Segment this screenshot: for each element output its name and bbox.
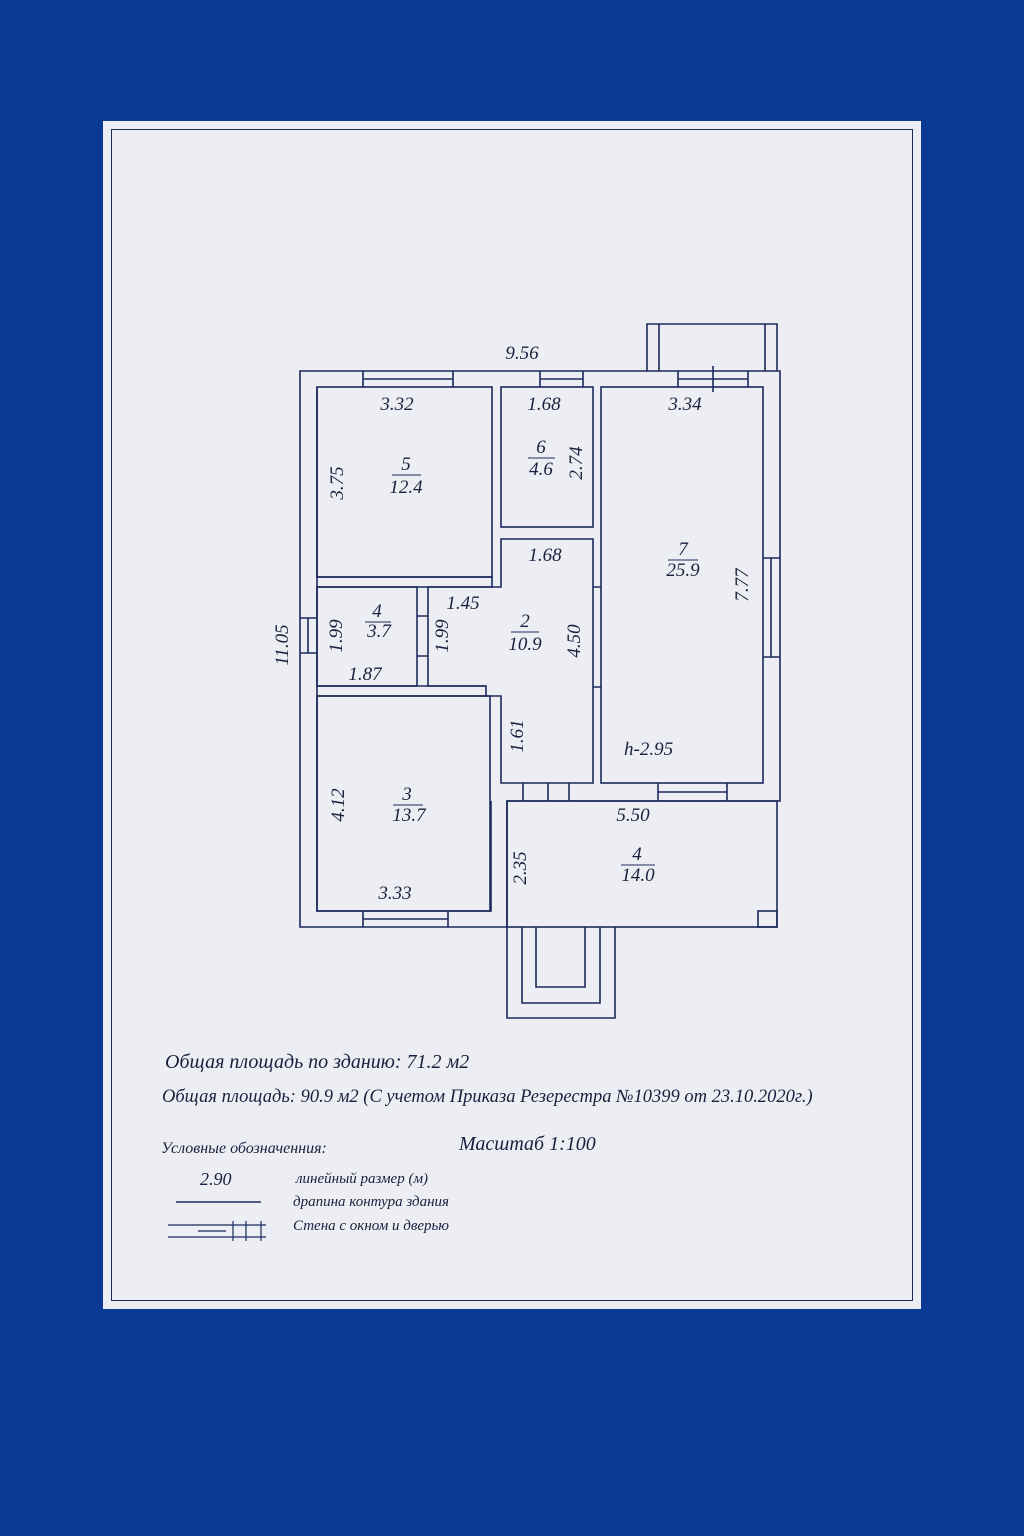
legend-item-dimension: линейный размер (м) bbox=[296, 1171, 429, 1187]
room-7-width: 3.34 bbox=[668, 394, 702, 415]
ceiling-height: h-2.95 bbox=[624, 739, 674, 760]
floor-plan bbox=[103, 121, 921, 1309]
room-5-height: 3.75 bbox=[327, 466, 348, 500]
room-4b-width: 5.50 bbox=[616, 805, 650, 826]
room-5-width: 3.32 bbox=[380, 394, 414, 415]
window-right bbox=[763, 558, 780, 657]
room-4a-height2: 1.99 bbox=[432, 619, 453, 653]
room-3-height: 4.12 bbox=[328, 788, 349, 822]
room-2-width2: 1.45 bbox=[446, 593, 480, 614]
blueprint-sheet bbox=[103, 121, 921, 1309]
room-3-number: 3 bbox=[402, 784, 412, 805]
legend-item-contour: драпина контура здания bbox=[293, 1194, 449, 1210]
window-top-3 bbox=[678, 366, 748, 392]
room-2-height: 4.50 bbox=[564, 624, 585, 658]
room-3-width: 3.33 bbox=[378, 883, 412, 904]
steps bbox=[507, 927, 615, 1018]
dim-overall-height: 11.05 bbox=[272, 624, 293, 666]
room-4b-area: 14.0 bbox=[621, 865, 655, 886]
legend-item-wall: Стена с окном и дверью bbox=[293, 1218, 449, 1234]
window-top-2 bbox=[540, 371, 583, 387]
room-4a-number: 4 bbox=[372, 601, 382, 622]
legend-title: Условные обозначенния: bbox=[161, 1140, 327, 1157]
window-bottom bbox=[363, 911, 448, 927]
room-2-area: 10.9 bbox=[508, 634, 542, 655]
door-2 bbox=[523, 783, 569, 801]
room-7-area: 25.9 bbox=[666, 560, 700, 581]
room-4a-height: 1.99 bbox=[326, 619, 347, 653]
room-4a-area: 3.7 bbox=[367, 621, 391, 642]
window-top-1 bbox=[363, 371, 453, 387]
room-2-number: 2 bbox=[520, 611, 530, 632]
room-2-height2: 1.61 bbox=[507, 719, 528, 753]
room-3-area: 13.7 bbox=[392, 805, 426, 826]
total-area: Общая площадь: 90.9 м2 (С учетом Приказа Резерестра №10399 от 23.10.2020г.) bbox=[162, 1087, 813, 1107]
window-left bbox=[300, 618, 317, 653]
room-5-area: 12.4 bbox=[389, 477, 423, 498]
room-6-height: 2.74 bbox=[566, 446, 587, 480]
balcony bbox=[647, 324, 777, 371]
room-6-number: 6 bbox=[536, 437, 546, 458]
scale: Масштаб 1:100 bbox=[459, 1133, 596, 1155]
dim-overall-width: 9.56 bbox=[505, 343, 539, 364]
room-2-width: 1.68 bbox=[528, 545, 562, 566]
room-4b-height: 2.35 bbox=[510, 851, 531, 885]
room-4a-width: 1.87 bbox=[348, 664, 382, 685]
room-6-area: 4.6 bbox=[529, 459, 553, 480]
door-7 bbox=[658, 783, 727, 801]
room-6-width: 1.68 bbox=[527, 394, 561, 415]
room-5-number: 5 bbox=[401, 454, 411, 475]
legend-wall-symbol bbox=[168, 1221, 266, 1241]
room-4b-number: 4 bbox=[632, 844, 642, 865]
room-7-number: 7 bbox=[678, 539, 688, 560]
room-7-height: 7.77 bbox=[732, 568, 753, 602]
legend-sample-dim: 2.90 bbox=[200, 1169, 232, 1189]
total-building-area: Общая площадь по зданию: 71.2 м2 bbox=[165, 1051, 470, 1073]
